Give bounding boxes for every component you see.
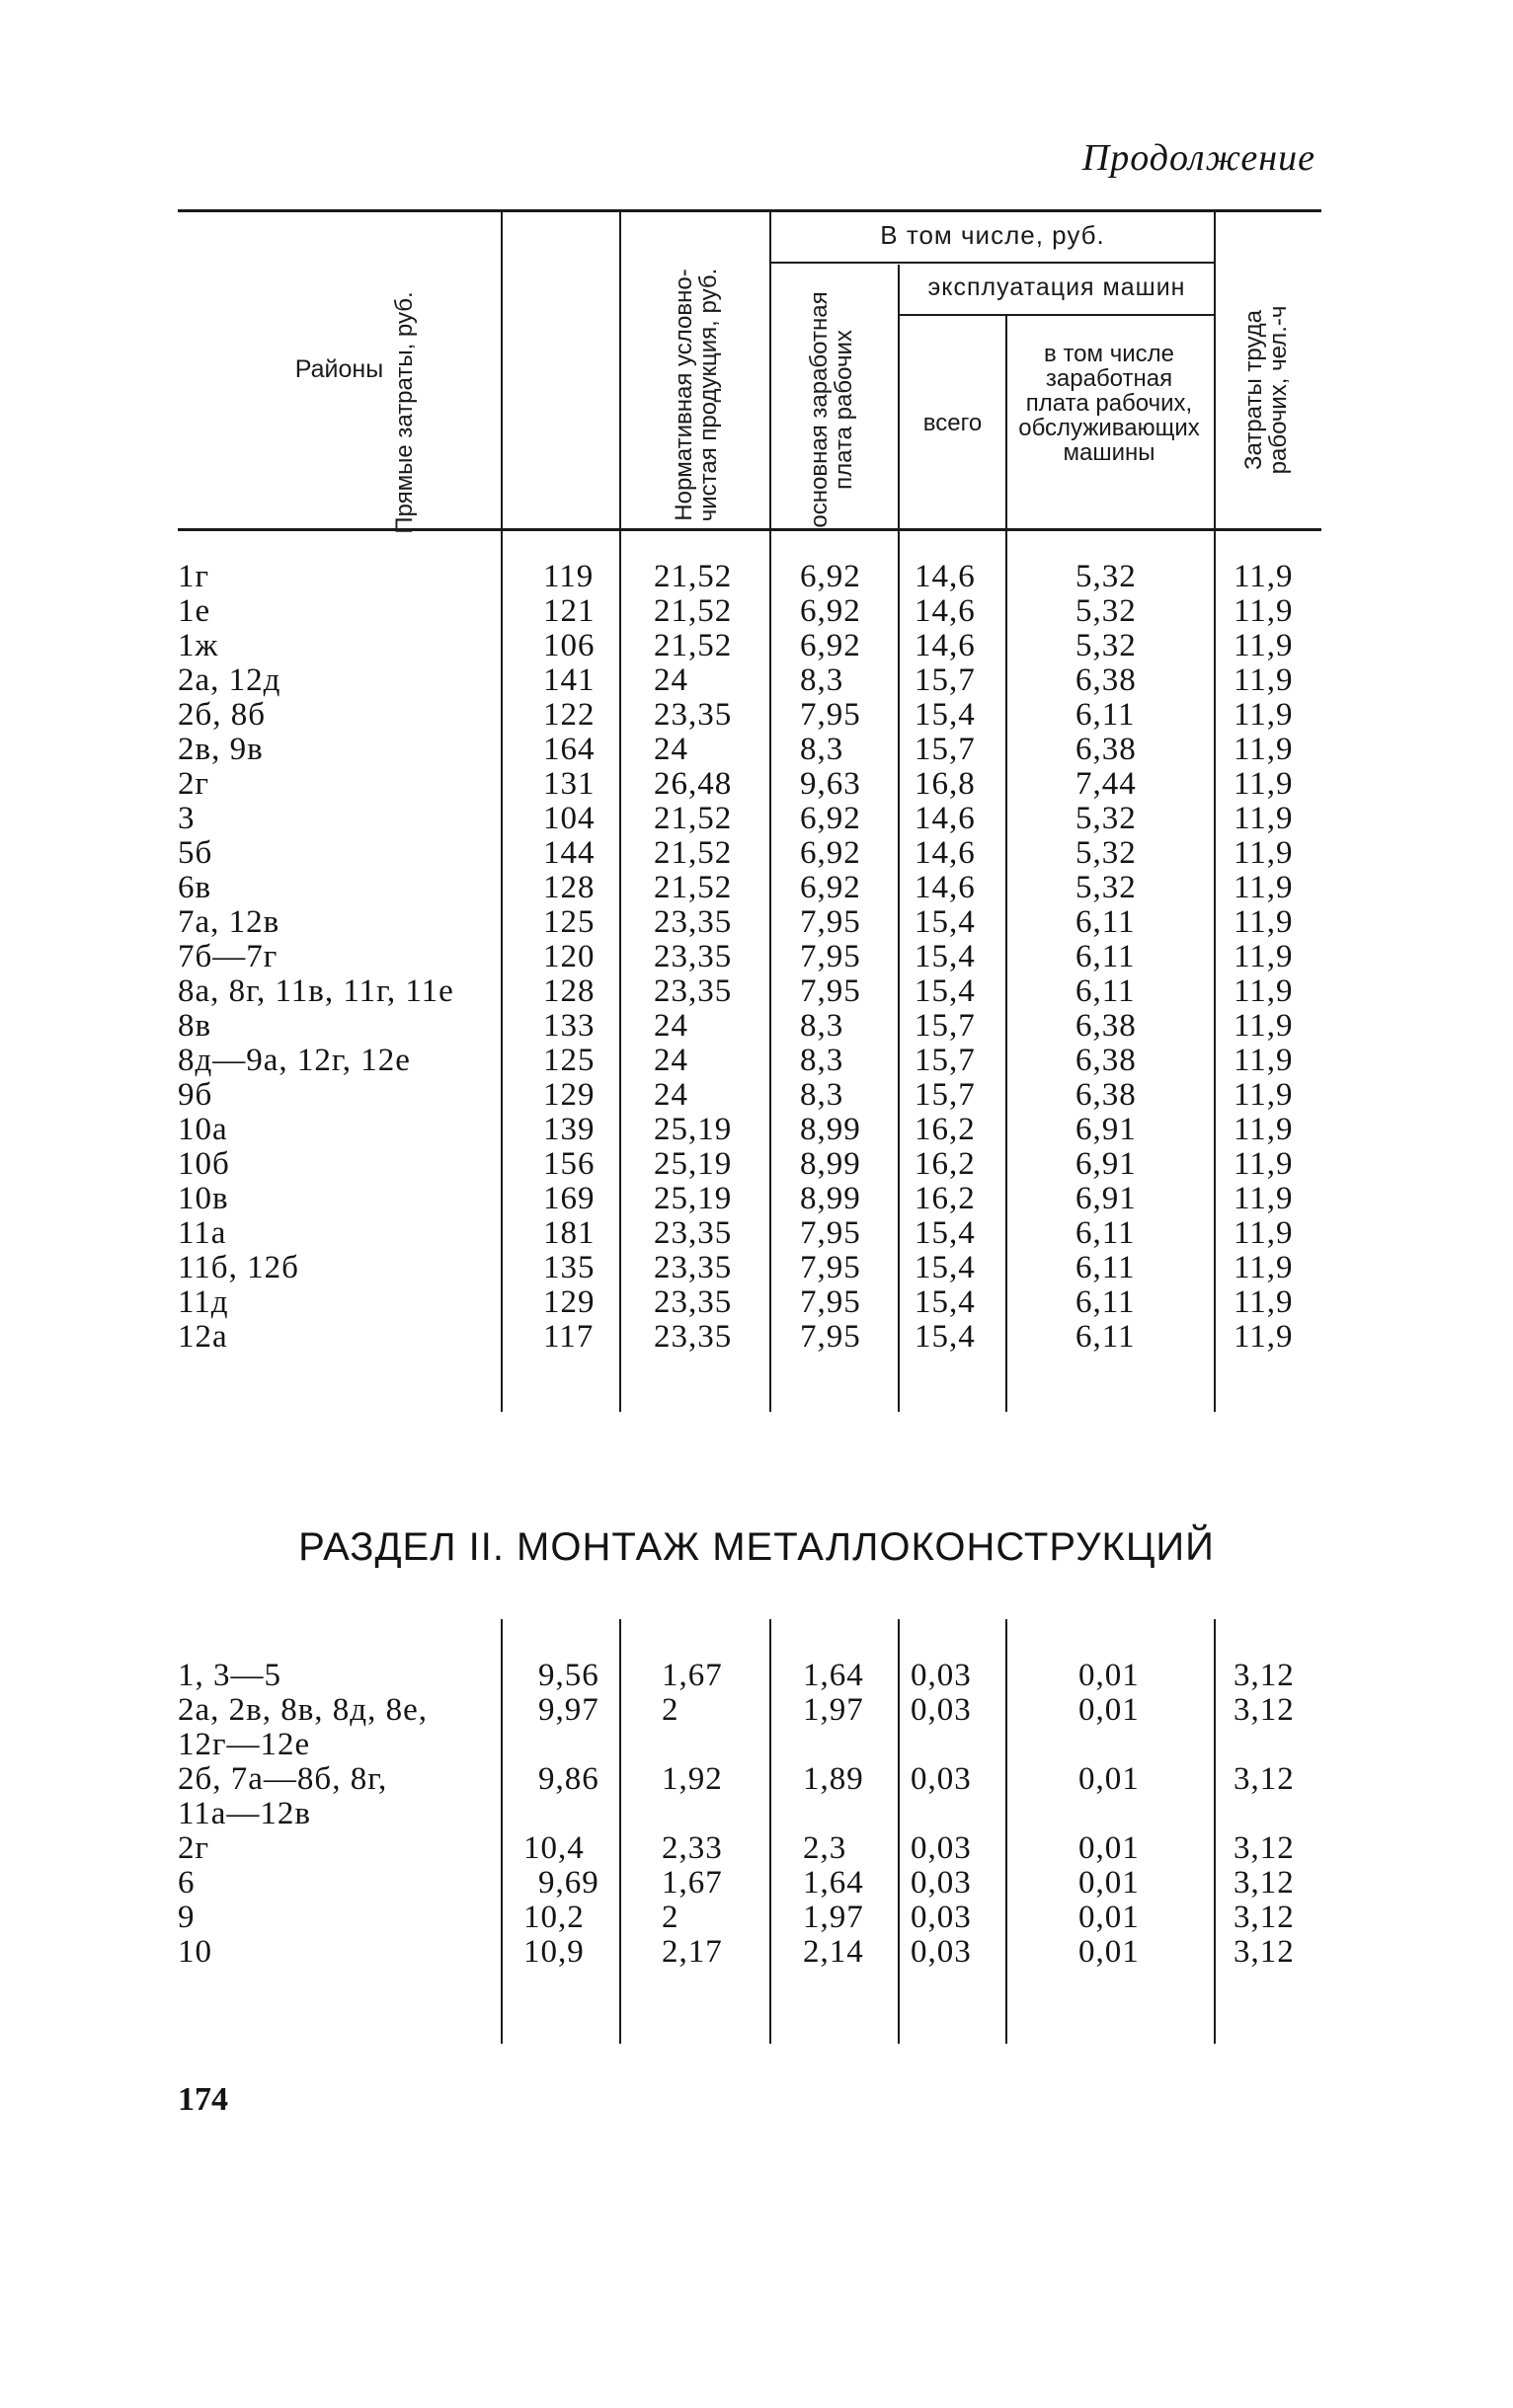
cell-wage: 8,3 [800, 1077, 844, 1113]
cell-total: 15,4 [915, 904, 976, 940]
cell-labor: 11,9 [1234, 662, 1294, 698]
cell-wage: 7,95 [800, 1250, 861, 1285]
page-number: 174 [178, 2081, 228, 2118]
cell-wage: 7,95 [800, 1215, 861, 1251]
table-row [178, 1251, 1321, 1285]
cell-mwage: 6,11 [1075, 697, 1136, 733]
machine-op-rule [899, 314, 1215, 316]
header-bottom-rule [178, 528, 1321, 531]
cell-total: 15,7 [915, 662, 976, 698]
cell-norm: 26,48 [654, 766, 733, 802]
cell-total: 15,4 [915, 939, 976, 974]
cell-mwage: 6,91 [1075, 1112, 1137, 1147]
cell-direct: 9,56 [538, 1658, 599, 1693]
cell-labor: 11,9 [1234, 1284, 1294, 1320]
table-row [178, 1762, 1321, 1797]
header-region: Районы [294, 355, 384, 383]
cell-direct: 9,69 [538, 1865, 599, 1901]
cell-total: 0,03 [911, 1865, 972, 1901]
cell-norm: 2 [662, 1692, 679, 1728]
cell-norm: 23,35 [654, 1250, 733, 1285]
cell-norm: 21,52 [654, 835, 733, 871]
table-row [178, 1147, 1321, 1182]
cell-mwage: 5,32 [1075, 559, 1137, 594]
cell-wage: 8,3 [800, 1008, 844, 1044]
cell-norm: 21,52 [654, 559, 733, 594]
cell-norm: 24 [654, 1008, 688, 1044]
table-row [178, 1866, 1321, 1901]
cell-mwage: 0,01 [1078, 1830, 1140, 1866]
table-row [178, 1009, 1321, 1044]
table-row [178, 1285, 1321, 1320]
cell-wage: 8,3 [800, 732, 844, 767]
cell-mwage: 5,32 [1075, 628, 1137, 663]
cell-total: 14,6 [915, 628, 976, 663]
cell-total: 0,03 [911, 1934, 972, 1970]
cell-mwage: 6,91 [1075, 1181, 1137, 1216]
cell-norm: 21,52 [654, 628, 733, 663]
cell-direct: 9,97 [538, 1692, 599, 1728]
cell-region: 6 [178, 1865, 196, 1901]
cell-region: 2г [178, 766, 210, 802]
cell-direct: 10,2 [523, 1900, 585, 1935]
section-title: РАЗДЕЛ II. МОНТАЖ МЕТАЛЛОКОНСТРУКЦИЙ [298, 1525, 1215, 1569]
cell-region: 8в [178, 1008, 212, 1044]
cell-mwage: 6,11 [1075, 1284, 1136, 1320]
header-normative-net: Нормативная условно-чистая продукция, руб. [671, 268, 722, 522]
cell-mwage: 6,11 [1075, 939, 1136, 974]
cell-wage: 7,95 [800, 904, 861, 940]
cell-labor: 3,12 [1234, 1692, 1295, 1728]
cell-direct: 139 [543, 1112, 596, 1147]
cell-total: 15,4 [915, 1215, 976, 1251]
cell-direct: 133 [543, 1008, 596, 1044]
cell-labor: 3,12 [1234, 1900, 1295, 1935]
cell-total: 15,4 [915, 1250, 976, 1285]
table-row [178, 698, 1321, 733]
cell-norm: 2,33 [662, 1830, 723, 1866]
cell-mwage: 0,01 [1078, 1692, 1140, 1728]
cell-region: 2б, 7а—8б, 8г, [178, 1761, 388, 1797]
cell-region: 12а [178, 1319, 228, 1355]
cell-region: 7б—7г [178, 939, 279, 974]
cell-region: 10 [178, 1934, 212, 1970]
cell-direct: 117 [543, 1319, 595, 1355]
cell-wage: 7,95 [800, 697, 861, 733]
table-row [178, 1659, 1321, 1693]
cell-total: 15,4 [915, 697, 976, 733]
cell-norm: 23,35 [654, 1284, 733, 1320]
table-row [178, 560, 1321, 594]
cell-labor: 11,9 [1234, 801, 1294, 836]
cell-region: 1е [178, 593, 211, 629]
cell-region: 11б, 12б [178, 1250, 299, 1285]
cell-mwage: 7,44 [1075, 766, 1137, 802]
cell-wage: 8,99 [800, 1146, 861, 1182]
cell-wage: 2,14 [803, 1934, 864, 1970]
cell-labor: 11,9 [1234, 697, 1294, 733]
cell-wage: 8,3 [800, 1043, 844, 1078]
cell-labor: 11,9 [1234, 1043, 1294, 1078]
table-row [178, 1320, 1321, 1355]
cell-labor: 11,9 [1234, 593, 1294, 629]
cell-wage: 9,63 [800, 766, 861, 802]
cell-norm: 1,67 [662, 1865, 723, 1901]
table-row [178, 1728, 1321, 1762]
cell-norm: 23,35 [654, 939, 733, 974]
cell-labor: 11,9 [1234, 973, 1294, 1009]
cell-region: 1г [178, 559, 210, 594]
table-row [178, 871, 1321, 905]
cell-region: 10а [178, 1112, 228, 1147]
cell-wage: 1,97 [803, 1692, 864, 1728]
table-row [178, 1182, 1321, 1216]
cell-labor: 11,9 [1234, 766, 1294, 802]
cell-total: 15,7 [915, 1077, 976, 1113]
cell-direct: 181 [543, 1215, 596, 1251]
cell-region: 11а—12в [178, 1796, 312, 1831]
cell-norm: 21,52 [654, 870, 733, 905]
cell-total: 15,4 [915, 1284, 976, 1320]
cell-direct: 106 [543, 628, 596, 663]
table-1 [178, 0, 1321, 1422]
header-labor: Затраты труда рабочих, чел.-ч [1240, 305, 1292, 475]
cell-labor: 11,9 [1234, 559, 1294, 594]
table-row [178, 1797, 1321, 1831]
cell-norm: 23,35 [654, 1215, 733, 1251]
cell-total: 14,6 [915, 801, 976, 836]
cell-wage: 6,92 [800, 628, 861, 663]
cell-direct: 10,9 [523, 1934, 585, 1970]
cell-region: 9 [178, 1900, 196, 1935]
cell-wage: 8,99 [800, 1181, 861, 1216]
cell-total: 16,8 [915, 766, 976, 802]
cell-wage: 7,95 [800, 1284, 861, 1320]
cell-labor: 11,9 [1234, 1146, 1294, 1182]
cell-wage: 1,64 [803, 1865, 864, 1901]
cell-region: 2г [178, 1830, 210, 1866]
cell-norm: 23,35 [654, 697, 733, 733]
cell-labor: 11,9 [1234, 1250, 1294, 1285]
cell-wage: 7,95 [800, 1319, 861, 1355]
cell-labor: 3,12 [1234, 1830, 1295, 1866]
cell-region: 11д [178, 1284, 229, 1320]
table-row [178, 836, 1321, 871]
cell-mwage: 6,11 [1075, 973, 1136, 1009]
cell-mwage: 6,11 [1075, 1319, 1136, 1355]
table-row [178, 1113, 1321, 1147]
cell-labor: 11,9 [1234, 904, 1294, 940]
cell-wage: 6,92 [800, 559, 861, 594]
table-row [178, 1693, 1321, 1728]
cell-region: 7а, 12в [178, 904, 280, 940]
cell-total: 0,03 [911, 1692, 972, 1728]
table-row [178, 1078, 1321, 1113]
cell-mwage: 0,01 [1078, 1865, 1140, 1901]
cell-norm: 1,92 [662, 1761, 723, 1797]
cell-total: 14,6 [915, 593, 976, 629]
cell-labor: 11,9 [1234, 870, 1294, 905]
cell-region: 11а [178, 1215, 227, 1251]
cell-wage: 7,95 [800, 939, 861, 974]
table-row [178, 663, 1321, 698]
cell-direct: 104 [543, 801, 596, 836]
cell-labor: 11,9 [1234, 732, 1294, 767]
cell-region: 3 [178, 801, 196, 836]
cell-total: 15,7 [915, 1043, 976, 1078]
cell-direct: 122 [543, 697, 596, 733]
cell-mwage: 6,38 [1075, 732, 1137, 767]
cell-wage: 2,3 [803, 1830, 847, 1866]
cell-direct: 121 [543, 593, 596, 629]
cell-norm: 24 [654, 662, 688, 698]
incl-rub-rule [770, 262, 1215, 264]
table-row [178, 733, 1321, 767]
cell-mwage: 0,01 [1078, 1658, 1140, 1693]
cell-norm: 23,35 [654, 973, 733, 1009]
cell-direct: 125 [543, 904, 596, 940]
cell-total: 0,03 [911, 1761, 972, 1797]
cell-mwage: 6,11 [1075, 1215, 1136, 1251]
cell-mwage: 5,32 [1075, 870, 1137, 905]
cell-total: 14,6 [915, 870, 976, 905]
cell-direct: 129 [543, 1284, 596, 1320]
cell-region: 10в [178, 1181, 229, 1216]
cell-norm: 1,67 [662, 1658, 723, 1693]
cell-total: 14,6 [915, 835, 976, 871]
cell-direct: 141 [543, 662, 596, 698]
cell-labor: 3,12 [1234, 1761, 1295, 1797]
header-direct-costs: Прямые затраты, руб. [390, 291, 418, 534]
cell-labor: 11,9 [1234, 835, 1294, 871]
table-row [178, 629, 1321, 663]
cell-region: 8д—9а, 12г, 12е [178, 1043, 411, 1078]
cell-region: 12г—12е [178, 1727, 311, 1762]
table-row [178, 974, 1321, 1009]
cell-wage: 8,3 [800, 662, 844, 698]
cell-norm: 24 [654, 1043, 688, 1078]
cell-wage: 6,92 [800, 870, 861, 905]
cell-norm: 25,19 [654, 1146, 733, 1182]
cell-norm: 25,19 [654, 1181, 733, 1216]
cell-wage: 6,92 [800, 801, 861, 836]
cell-total: 14,6 [915, 559, 976, 594]
table-2 [178, 1619, 1321, 2054]
cell-norm: 24 [654, 732, 688, 767]
cell-total: 15,7 [915, 1008, 976, 1044]
cell-labor: 3,12 [1234, 1658, 1295, 1693]
cell-direct: 169 [543, 1181, 596, 1216]
cell-norm: 21,52 [654, 801, 733, 836]
cell-direct: 135 [543, 1250, 596, 1285]
cell-total: 16,2 [915, 1112, 976, 1147]
cell-norm: 23,35 [654, 1319, 733, 1355]
cell-wage: 8,99 [800, 1112, 861, 1147]
cell-direct: 156 [543, 1146, 596, 1182]
cell-region: 1, 3—5 [178, 1658, 281, 1693]
cell-region: 6в [178, 870, 212, 905]
header-machine-op: эксплуатация машин [927, 273, 1186, 301]
table-row [178, 1044, 1321, 1078]
cell-wage: 1,89 [803, 1761, 864, 1797]
cell-mwage: 6,38 [1075, 1043, 1137, 1078]
cell-direct: 10,4 [523, 1830, 585, 1866]
cell-total: 15,7 [915, 732, 976, 767]
cell-direct: 120 [543, 939, 596, 974]
table-row [178, 1831, 1321, 1866]
header-base-wage: основная заработная плата рабочих [806, 291, 857, 528]
cell-mwage: 0,01 [1078, 1934, 1140, 1970]
table-row [178, 1901, 1321, 1935]
cell-mwage: 6,11 [1075, 904, 1136, 940]
table-top-rule [178, 209, 1321, 212]
table-row [178, 767, 1321, 802]
cell-direct: 128 [543, 870, 596, 905]
cell-mwage: 0,01 [1078, 1761, 1140, 1797]
cell-region: 2б, 8б [178, 697, 267, 733]
header-total: всего [922, 410, 983, 436]
cell-labor: 11,9 [1234, 1112, 1294, 1147]
cell-labor: 11,9 [1234, 1181, 1294, 1216]
table-row [178, 594, 1321, 629]
cell-total: 16,2 [915, 1181, 976, 1216]
header-incl-rub: В том числе, руб. [880, 220, 1105, 250]
cell-direct: 125 [543, 1043, 596, 1078]
cell-mwage: 6,91 [1075, 1146, 1137, 1182]
cell-labor: 11,9 [1234, 1215, 1294, 1251]
cell-mwage: 6,38 [1075, 1077, 1137, 1113]
cell-labor: 3,12 [1234, 1865, 1295, 1901]
cell-direct: 128 [543, 973, 596, 1009]
cell-mwage: 5,32 [1075, 835, 1137, 871]
table-row [178, 802, 1321, 836]
cell-region: 2в, 9в [178, 732, 264, 767]
cell-total: 15,4 [915, 973, 976, 1009]
cell-direct: 119 [543, 559, 595, 594]
cell-wage: 6,92 [800, 835, 861, 871]
cell-region: 1ж [178, 628, 219, 663]
cell-total: 0,03 [911, 1830, 972, 1866]
cell-wage: 6,92 [800, 593, 861, 629]
cell-labor: 11,9 [1234, 939, 1294, 974]
cell-total: 16,2 [915, 1146, 976, 1182]
cell-labor: 11,9 [1234, 628, 1294, 663]
cell-region: 5б [178, 835, 213, 871]
cell-norm: 2,17 [662, 1934, 723, 1970]
cell-wage: 1,64 [803, 1658, 864, 1693]
continuation-label: Продолжение [1081, 137, 1315, 179]
cell-labor: 11,9 [1234, 1319, 1294, 1355]
cell-total: 15,4 [915, 1319, 976, 1355]
cell-total: 0,03 [911, 1658, 972, 1693]
cell-norm: 21,52 [654, 593, 733, 629]
cell-total: 0,03 [911, 1900, 972, 1935]
cell-direct: 9,86 [538, 1761, 599, 1797]
cell-norm: 24 [654, 1077, 688, 1113]
cell-region: 2а, 12д [178, 662, 281, 698]
cell-mwage: 0,01 [1078, 1900, 1140, 1935]
cell-labor: 3,12 [1234, 1934, 1295, 1970]
cell-norm: 25,19 [654, 1112, 733, 1147]
cell-region: 9б [178, 1077, 213, 1113]
cell-direct: 144 [543, 835, 596, 871]
cell-mwage: 5,32 [1075, 801, 1137, 836]
cell-region: 2а, 2в, 8в, 8д, 8е, [178, 1692, 428, 1728]
cell-wage: 1,97 [803, 1900, 864, 1935]
table-row [178, 1216, 1321, 1251]
table-row [178, 940, 1321, 974]
cell-norm: 2 [662, 1900, 679, 1935]
cell-region: 10б [178, 1146, 230, 1182]
cell-direct: 164 [543, 732, 596, 767]
cell-mwage: 5,32 [1075, 593, 1137, 629]
cell-wage: 7,95 [800, 973, 861, 1009]
cell-mwage: 6,38 [1075, 662, 1137, 698]
cell-region: 8а, 8г, 11в, 11г, 11е [178, 973, 454, 1009]
cell-norm: 23,35 [654, 904, 733, 940]
cell-labor: 11,9 [1234, 1008, 1294, 1044]
table-row [178, 1935, 1321, 1970]
cell-direct: 129 [543, 1077, 596, 1113]
table-row [178, 905, 1321, 940]
cell-direct: 131 [543, 766, 596, 802]
cell-mwage: 6,11 [1075, 1250, 1136, 1285]
cell-labor: 11,9 [1234, 1077, 1294, 1113]
header-incl-machine-wage: в том числе заработная плата рабочих, обслуживающих машины [1018, 341, 1200, 466]
cell-mwage: 6,38 [1075, 1008, 1137, 1044]
